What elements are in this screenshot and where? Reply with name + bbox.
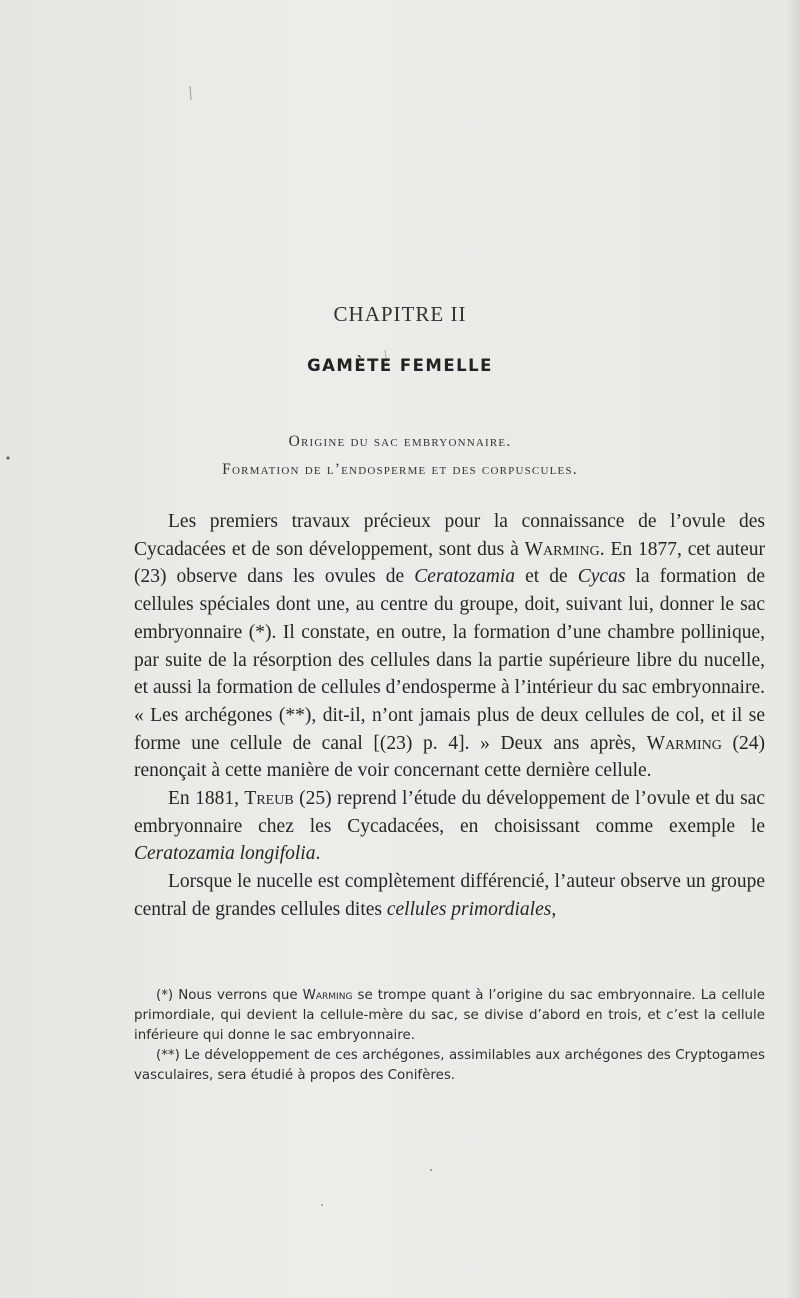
text-run: Lorsque le nucelle est complètement différencié, l’auteur observe un groupe central de grandes cellules dites <box>134 871 765 920</box>
text-run: En 1881, <box>168 788 245 810</box>
text-run: . En 1877, cet auteur (23) observe dans les ovules de <box>134 538 765 588</box>
footnote-1 <box>134 986 765 1046</box>
paragraph-2 <box>134 785 765 868</box>
text-run: , <box>551 898 557 920</box>
paragraph-3 <box>134 868 765 923</box>
text-run: (*) Nous verrons que <box>156 988 303 1003</box>
species-name: Ceratozamia longifolia <box>134 843 316 865</box>
text-run: (24) renonçait à cette manière de voir concernant cette dernière cellule. <box>134 732 765 782</box>
text-run: . <box>315 843 321 865</box>
footnotes <box>134 986 765 1086</box>
text-run: la formation de cellules spéciales dont une, au centre du groupe, doit, suivant lui, donner le sac embryonnaire (*). Il constate, en outre, la formation d’une chambre pollinique, par suite de la résorption des cellules dans la partie supérieure libre du nucelle, et aussi la formation de cellules d’endosperme à l’intérieur du sac embryonnaire. « Les archégones (**), dit-il, n’ont jamais plus de deux cellules de col, et il se forme une cellule de canal [(23) p. 4]. » Deux ans après, <box>134 566 765 754</box>
section-subtitle-line1: Origine du sac embryonnaire. <box>288 433 512 450</box>
paragraph-1 <box>134 508 765 785</box>
chapter-title: CHAPITRE II <box>333 302 467 326</box>
section-subtitle-line2: Formation de l’endosperme et des corpuscules. <box>222 461 578 478</box>
text-run: se trompe quant à l’origine du sac embryonnaire. La cellule primordiale, qui devient la cellule-mère du sac, se divise d’abord en trois, et c’est la cellule inférieure qui donne le sac embryonnaire. <box>134 988 765 1043</box>
author-name: Warming <box>646 732 722 754</box>
text-run: Les premiers travaux précieux pour la connaissance de l’ovule des Cycadacées et de son développement, sont dus à <box>134 511 765 560</box>
text-run: et de <box>515 566 578 588</box>
paper-speck <box>190 86 191 100</box>
author-name: Warming <box>302 988 353 1003</box>
paper-speck <box>321 1204 323 1206</box>
author-name: Treub <box>244 788 294 810</box>
text-run: (**) Le développement de ces archégones, assimilables aux archégones des Cryptogames vasculaires, sera étudié à propos des Conifères. <box>134 1048 765 1083</box>
section-title: GAMÈTE FEMELLE <box>307 356 493 375</box>
genus-name: Ceratozamia <box>414 566 516 588</box>
body-text <box>134 508 765 924</box>
text-run: (25) reprend l’étude du développement de l’ovule et du sac embryonnaire chez les Cycadacées, en choisissant comme exemple le <box>134 788 765 837</box>
term: cellules primordiales <box>386 898 552 920</box>
author-name: Warming <box>524 538 600 560</box>
footnote-2 <box>134 1046 765 1086</box>
paper-speck <box>6 456 9 459</box>
genus-name: Cycas <box>577 566 626 588</box>
paper-speck <box>430 1169 432 1171</box>
